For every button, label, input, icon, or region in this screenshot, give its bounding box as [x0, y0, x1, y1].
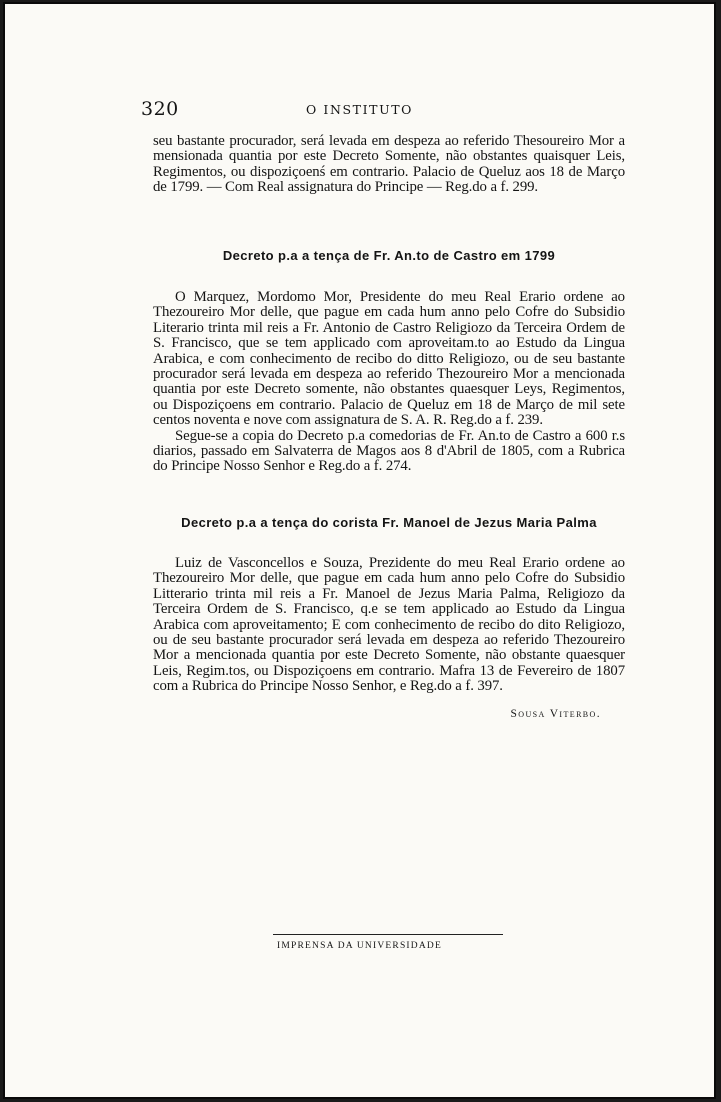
running-head: [3, 98, 716, 120]
document-page: [3, 2, 716, 1099]
opening-paragraph: seu bastante procurador, será levada em despeza ao referido Thesoureiro Mor a mensionada quantia por este Decreto Somente, não obstantes quaisquer Leis, Regimentos, ou dispoziçoenś em contrario. Palacio de Queluz aos 18 de Março de 1799. — Com Real assignatura do Principe — Reg.do a f. 299.: [153, 133, 625, 196]
section1-heading: Decreto p.a a tença de Fr. An.to de Castro em 1799: [222, 248, 556, 263]
footer-imprint: IMPRENSA DA UNIVERSIDADE: [277, 941, 442, 951]
signature-text: Sousa Viterbo.: [510, 708, 601, 720]
opening-paragraph-block: [153, 134, 625, 196]
section2-paragraph1: Luiz de Vasconcellos e Souza, Prezidente do meu Real Erario ordene ao Thezoureiro Mor delle, que pague em cada hum anno pelo Cofre do Subsidio Litterario trinta mil reis a Fr. Manoel de Jezus Maria Palma, Religiozo da Terceira Ordem de S. Francisco, q.e se tem applicado ao Estudo da Lingua Arabica com aproveitamento; E com conhecimento de recibo do dito Religiozo, ou de seu bastante procurador será levada em despeza ao referido Thezoureiro Mor a mencionada quantia por este Decreto Somente, não obstante quaesquer Leis, Regim.tos, ou Dispoziçoens em contrario. Mafra 13 de Fevereiro de 1807 com a Rubrica do Principe Nosso Senhor, e Reg.do a f. 397.: [153, 555, 625, 695]
section2-heading: Decreto p.a a tença do corista Fr. Manoel de Jezus Maria Palma: [181, 515, 597, 530]
section1-body: [153, 290, 625, 475]
section1-paragraph2: Segue-se a copia do Decreto p.a comedorias de Fr. An.to de Castro a 600 r.s diarios, passado em Salvaterra de Magos aos 8 d'Abril de 1805, com a Rubrica do Principe Nosso Senhor e Reg.do a f. 274.: [153, 427, 625, 475]
footer-rule: [273, 934, 503, 935]
page-number: 320: [141, 98, 179, 120]
section2-body: [153, 556, 625, 695]
section1-paragraph1: O Marquez, Mordomo Mor, Presidente do meu Real Erario ordene ao Thezoureiro Mor delle, que pague em cada hum anno pelo Cofre do Subsidio Literario trinta mil reis a Fr. Antonio de Castro Religiozo da Terceira Ordem de S. Francisco, que se tem applicado com aproveitam.to ao Estudo da Lingua Arabica, e com conhecimento de recibo do ditto Religiozo, ou de seu bastante procurador será levada em despeza ao referido Thezoureiro Mor a mencionada quantia por este Decreto somente, não obstantes quaesquer Leys, Regimentos, ou Dispoziçoens em contrario. Palacio de Queluz em 18 de Março de mil sete centos noventa e nove com assignatura de S. A. R. Reg.do a f. 239.: [153, 289, 625, 429]
running-title: O INSTITUTO: [306, 102, 413, 117]
author-signature: [433, 708, 601, 720]
